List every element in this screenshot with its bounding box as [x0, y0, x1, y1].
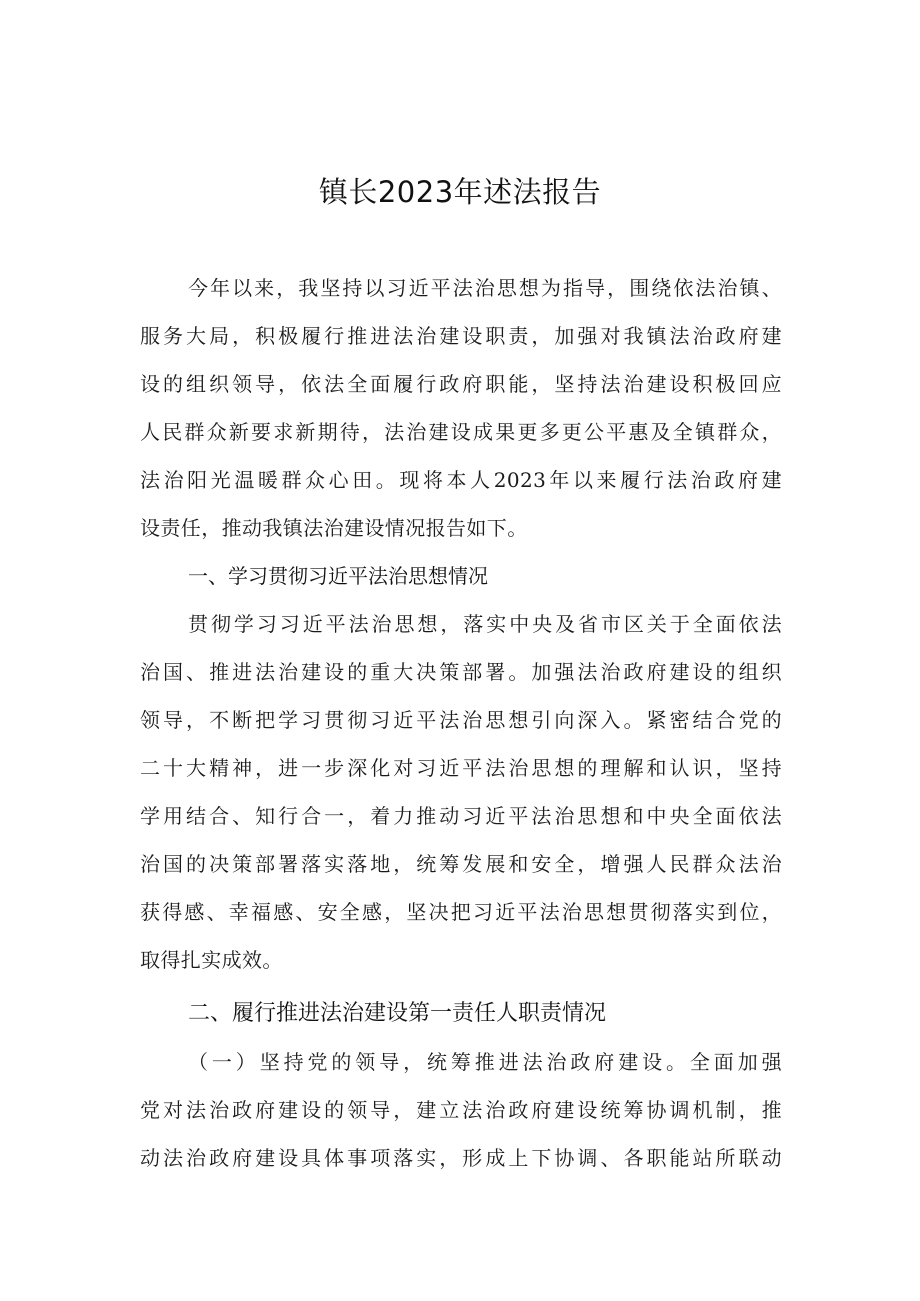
section-1-line: 领导，不断把学习贯彻习近平法治思想引向深入。紧密结合党的	[140, 708, 782, 732]
intro-line: 服务大局，积极履行推进法治建设职责，加强对我镇法治政府建	[140, 324, 782, 348]
document-title: 镇长2023年述法报告	[318, 175, 602, 209]
intro-line: 今年以来，我坚持以习近平法治思想为指导，围绕依法治镇、	[188, 276, 782, 300]
section-1-line: 治国的决策部署落实落地，统筹发展和安全，增强人民群众法治	[140, 852, 782, 876]
section-2-line: （一）坚持党的领导，统筹推进法治政府建设。全面加强	[188, 1050, 782, 1074]
section-2	[140, 990, 782, 1182]
intro-paragraph	[140, 264, 782, 552]
intro-line: 设责任，推动我镇法治建设情况报告如下。	[140, 516, 528, 540]
section-1-line: 获得感、幸福感、安全感，坚决把习近平法治思想贯彻落实到位，	[140, 900, 782, 924]
section-heading: 二、履行推进法治建设第一责任人职责情况	[188, 1001, 607, 1026]
section-1-line: 贯彻学习习近平法治思想，落实中央及省市区关于全面依法	[188, 612, 782, 636]
intro-line: 法治阳光温暖群众心田。现将本人2023年以来履行法治政府建	[140, 468, 782, 492]
section-1-line: 二十大精神，进一步深化对习近平法治思想的理解和认识，坚持	[140, 756, 782, 780]
section-1	[140, 552, 782, 984]
intro-line: 人民群众新要求新期待，法治建设成果更多更公平惠及全镇群众，	[140, 420, 782, 444]
section-1-line: 取得扎实成效。	[140, 948, 283, 972]
section-heading: 一、学习贯彻习近平法治思想情况	[188, 564, 488, 588]
intro-line: 设的组织领导，依法全面履行政府职能，坚持法治建设积极回应	[140, 372, 782, 396]
section-2-line: 动法治政府建设具体事项落实，形成上下协调、各职能站所联动	[140, 1146, 782, 1170]
section-1-line: 学用结合、知行合一，着力推动习近平法治思想和中央全面依法	[140, 804, 782, 828]
section-2-line: 党对法治政府建设的领导，建立法治政府建设统筹协调机制，推	[140, 1098, 782, 1122]
section-1-line: 治国、推进法治建设的重大决策部署。加强法治政府建设的组织	[140, 660, 782, 684]
